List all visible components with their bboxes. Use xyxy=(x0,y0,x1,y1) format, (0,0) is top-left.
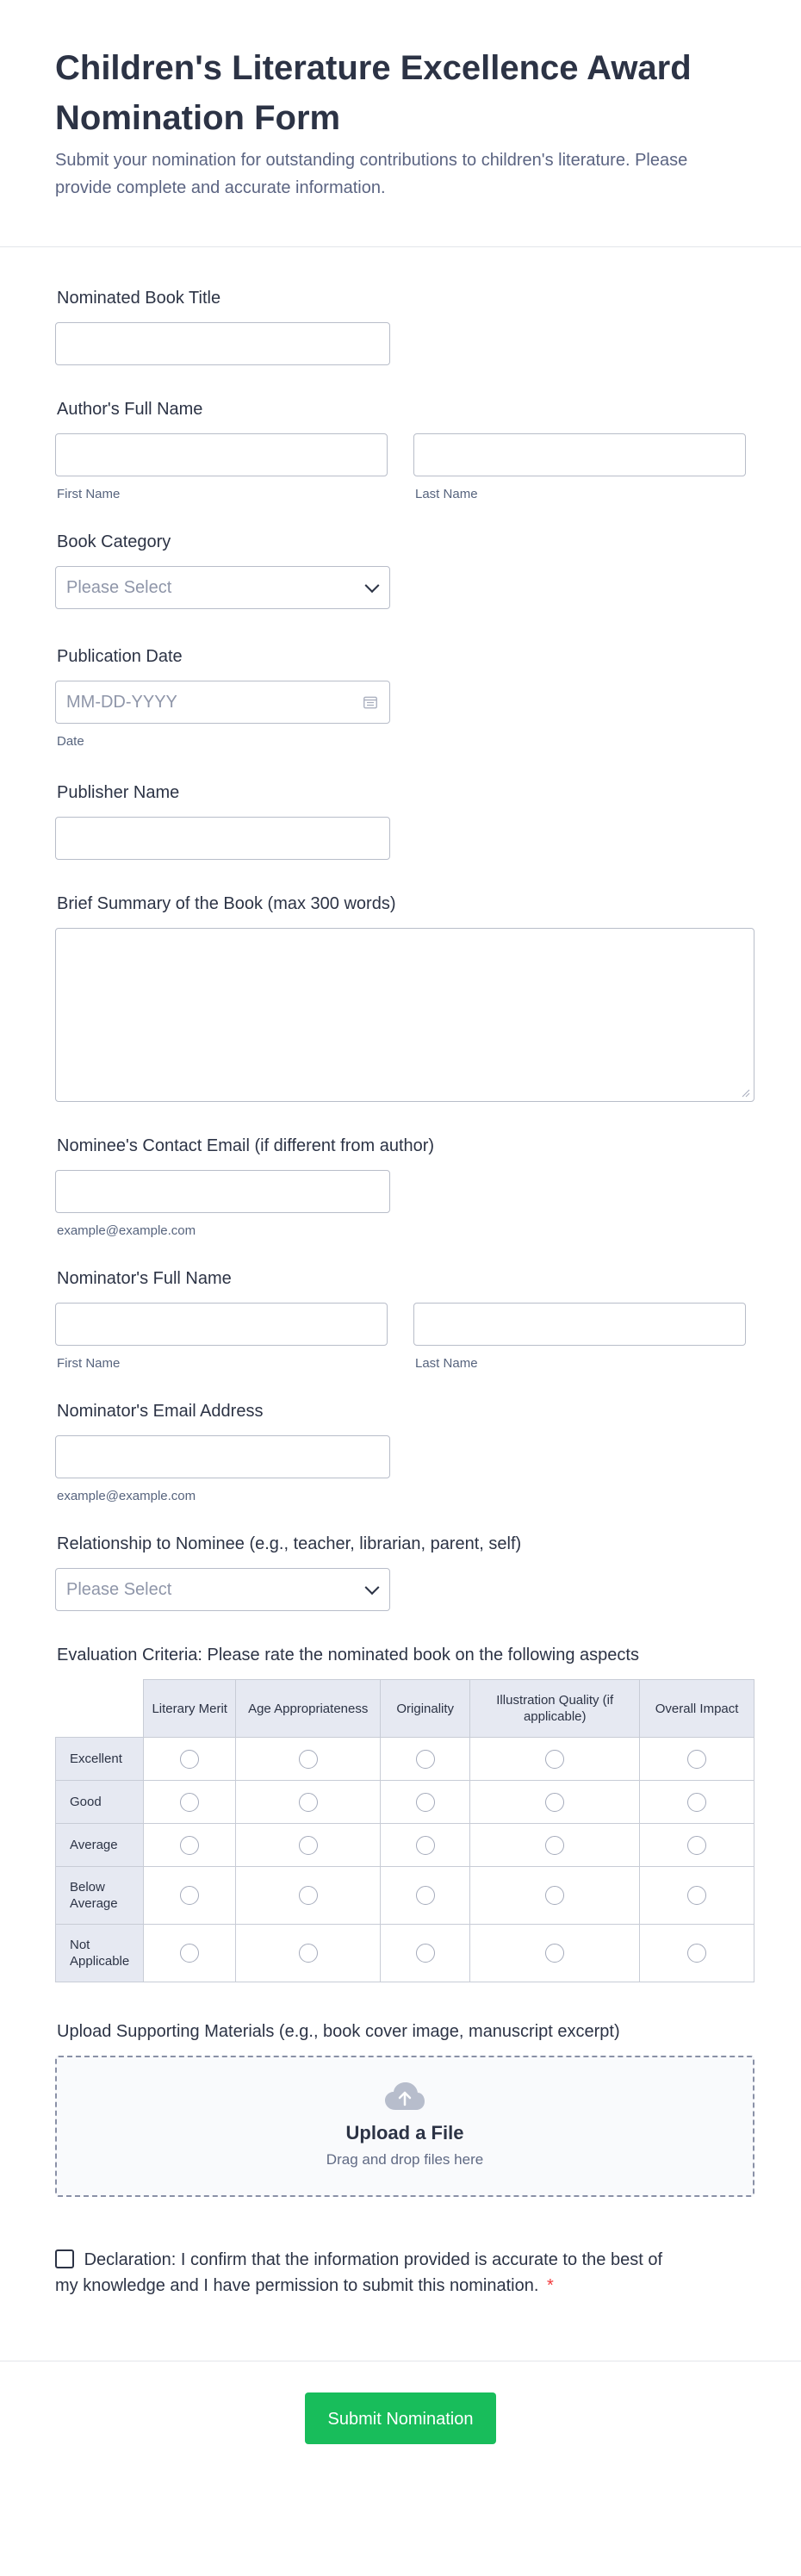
matrix-row xyxy=(56,1925,754,1982)
rating-radio[interactable] xyxy=(545,1836,564,1855)
upload-label: Upload Supporting Materials (e.g., book cover image, manuscript excerpt) xyxy=(57,2022,620,2041)
rating-radio[interactable] xyxy=(687,1944,706,1963)
rating-radio[interactable] xyxy=(416,1944,435,1963)
rating-radio[interactable] xyxy=(416,1836,435,1855)
matrix-row xyxy=(56,1781,754,1824)
matrix-column-header: Overall Impact xyxy=(640,1680,754,1738)
matrix-row-header: Excellent xyxy=(56,1738,144,1781)
form-body xyxy=(0,289,801,2299)
nominator-email-input[interactable] xyxy=(55,1435,390,1478)
nominator-email-label: Nominator's Email Address xyxy=(57,1402,264,1421)
rating-radio[interactable] xyxy=(416,1750,435,1769)
nominee-email-field xyxy=(55,1136,746,1238)
summary-field xyxy=(55,894,746,1102)
book-title-label: Nominated Book Title xyxy=(57,289,221,308)
author-name-field xyxy=(55,400,746,501)
rating-radio[interactable] xyxy=(545,1944,564,1963)
declaration-field xyxy=(55,2247,675,2299)
matrix-column-header: Age Appropriateness xyxy=(236,1680,381,1738)
author-last-name-input[interactable] xyxy=(413,433,746,476)
rating-radio[interactable] xyxy=(299,1944,318,1963)
rating-radio[interactable] xyxy=(180,1793,199,1812)
rating-radio[interactable] xyxy=(687,1793,706,1812)
submit-button[interactable]: Submit Nomination xyxy=(305,2392,496,2444)
nominee-email-label: Nominee's Contact Email (if different from author) xyxy=(57,1136,435,1155)
rating-radio[interactable] xyxy=(299,1750,318,1769)
rating-radio[interactable] xyxy=(180,1886,199,1905)
declaration-text: Declaration: I confirm that the information provided is accurate to the best of my knowledge and I have permission to submit this nomination. xyxy=(55,2250,663,2295)
declaration-checkbox[interactable] xyxy=(55,2249,74,2268)
nominator-email-sublabel: example@example.com xyxy=(57,1489,196,1503)
matrix-row-header: Below Average xyxy=(56,1867,144,1925)
matrix-column-header: Originality xyxy=(381,1680,470,1738)
nominator-last-name-input[interactable] xyxy=(413,1303,746,1346)
relationship-field xyxy=(55,1534,746,1611)
chevron-down-icon xyxy=(365,1580,380,1595)
required-mark: * xyxy=(546,2276,554,2295)
summary-label: Brief Summary of the Book (max 300 words) xyxy=(57,894,396,913)
matrix-row xyxy=(56,1824,754,1867)
publisher-name-label: Publisher Name xyxy=(57,783,180,802)
publication-date-field xyxy=(55,647,746,749)
evaluation-matrix xyxy=(55,1679,754,1982)
nominee-email-sublabel: example@example.com xyxy=(57,1223,196,1238)
rating-radio[interactable] xyxy=(687,1886,706,1905)
rating-radio[interactable] xyxy=(299,1793,318,1812)
book-category-field xyxy=(55,532,746,609)
publication-date-placeholder: MM-DD-YYYY xyxy=(66,692,177,712)
chevron-down-icon xyxy=(365,578,380,593)
upload-title: Upload a File xyxy=(345,2122,464,2144)
upload-field xyxy=(55,2022,746,2197)
rating-radio[interactable] xyxy=(180,1944,199,1963)
nominator-name-field xyxy=(55,1269,746,1371)
nominator-name-label: Nominator's Full Name xyxy=(57,1269,232,1288)
rating-radio[interactable] xyxy=(299,1886,318,1905)
nominator-last-name-sublabel: Last Name xyxy=(415,1356,478,1371)
rating-radio[interactable] xyxy=(180,1750,199,1769)
evaluation-label: Evaluation Criteria: Please rate the nominated book on the following aspects xyxy=(57,1646,639,1664)
book-title-input[interactable] xyxy=(55,322,390,365)
matrix-row-header: Average xyxy=(56,1824,144,1867)
rating-radio[interactable] xyxy=(416,1886,435,1905)
matrix-row xyxy=(56,1867,754,1925)
publication-date-sublabel: Date xyxy=(57,734,84,749)
author-first-name-input[interactable] xyxy=(55,433,388,476)
upload-subtitle: Drag and drop files here xyxy=(326,2151,484,2168)
book-category-select[interactable] xyxy=(55,566,390,609)
rating-radio[interactable] xyxy=(299,1836,318,1855)
page-title: Children's Literature Excellence Award Nomination Form xyxy=(55,49,692,137)
page-subtitle: Submit your nomination for outstanding contributions to children's literature. Please provide complete and accurate information. xyxy=(55,151,688,197)
upload-dropzone[interactable] xyxy=(55,2056,754,2197)
author-last-name-sublabel: Last Name xyxy=(415,487,478,501)
publisher-name-field xyxy=(55,783,746,860)
rating-radio[interactable] xyxy=(687,1836,706,1855)
rating-radio[interactable] xyxy=(687,1750,706,1769)
matrix-corner xyxy=(56,1680,144,1738)
author-name-label: Author's Full Name xyxy=(57,400,203,419)
book-title-field xyxy=(55,289,746,365)
book-category-label: Book Category xyxy=(57,532,171,551)
cloud-upload-icon xyxy=(384,2081,425,2111)
nominator-first-name-sublabel: First Name xyxy=(57,1356,121,1371)
matrix-row-header: Good xyxy=(56,1781,144,1824)
rating-radio[interactable] xyxy=(545,1886,564,1905)
resize-handle-icon[interactable] xyxy=(742,1089,750,1098)
evaluation-field xyxy=(55,1646,746,1982)
calendar-icon[interactable] xyxy=(363,696,377,709)
publication-date-input[interactable] xyxy=(55,681,390,724)
relationship-label: Relationship to Nominee (e.g., teacher, librarian, parent, self) xyxy=(57,1534,522,1553)
publication-date-label: Publication Date xyxy=(57,647,183,666)
nominee-email-input[interactable] xyxy=(55,1170,390,1213)
publisher-name-input[interactable] xyxy=(55,817,390,860)
matrix-column-header: Literary Merit xyxy=(144,1680,236,1738)
form-header xyxy=(0,0,801,247)
matrix-row-header: Not Applicable xyxy=(56,1925,144,1982)
author-first-name-sublabel: First Name xyxy=(57,487,121,501)
matrix-column-header: Illustration Quality (if applicable) xyxy=(470,1680,640,1738)
nominator-first-name-input[interactable] xyxy=(55,1303,388,1346)
nominator-email-field xyxy=(55,1402,746,1503)
matrix-row xyxy=(56,1738,754,1781)
form-footer xyxy=(0,2361,801,2444)
book-category-placeholder: Please Select xyxy=(66,577,172,597)
rating-radio[interactable] xyxy=(180,1836,199,1855)
rating-radio[interactable] xyxy=(545,1750,564,1769)
rating-radio[interactable] xyxy=(416,1793,435,1812)
relationship-select[interactable] xyxy=(55,1568,390,1611)
relationship-placeholder: Please Select xyxy=(66,1579,172,1599)
rating-radio[interactable] xyxy=(545,1793,564,1812)
summary-textarea[interactable] xyxy=(55,928,754,1102)
